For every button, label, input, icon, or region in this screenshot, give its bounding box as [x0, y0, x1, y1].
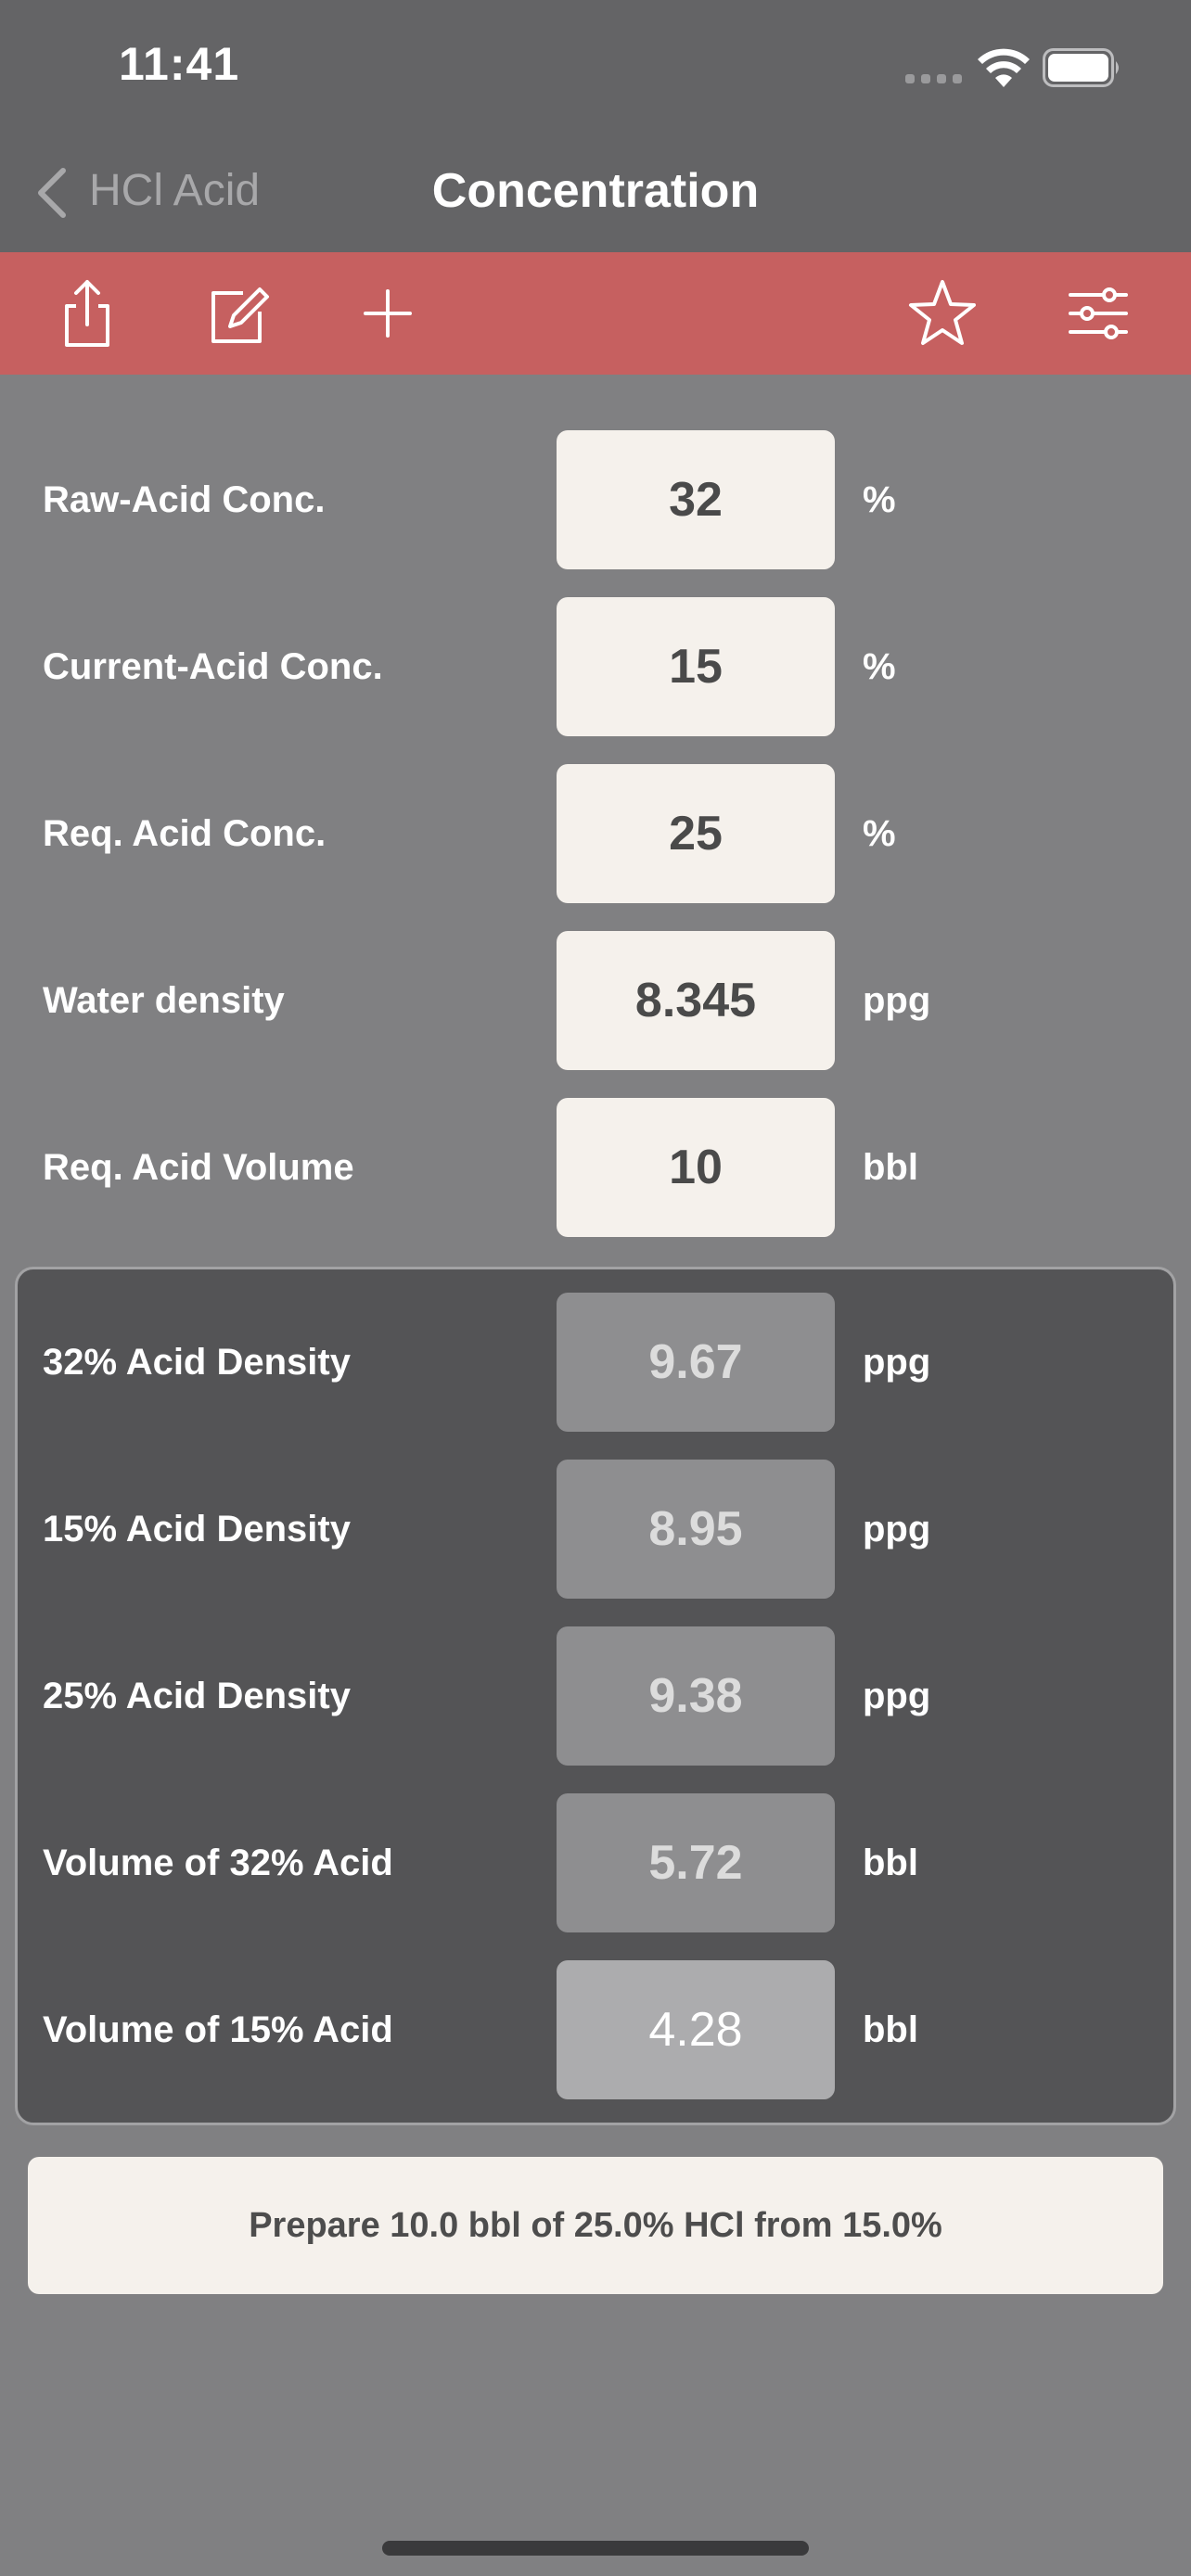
input-row-req-acid-conc [0, 764, 1191, 903]
raw-acid-conc-field[interactable]: 32 [557, 430, 835, 569]
unit-label: ppg [863, 1509, 931, 1549]
input-label: Water density [43, 980, 285, 1021]
input-label: Raw-Acid Conc. [43, 479, 326, 520]
result-label: 15% Acid Density [43, 1509, 351, 1549]
toolbar [0, 252, 1191, 375]
unit-label: bbl [863, 2009, 918, 2050]
input-label: Current-Acid Conc. [43, 646, 383, 687]
input-row-req-acid-volume [0, 1098, 1191, 1237]
cellular-signal-icon [905, 74, 963, 83]
result-label: 32% Acid Density [43, 1342, 351, 1383]
result-value: 5.72 [557, 1793, 835, 1932]
unit-label: % [863, 479, 896, 520]
back-button[interactable]: HCl Acid [89, 166, 261, 215]
share-icon[interactable] [46, 273, 128, 354]
result-label: Volume of 15% Acid [43, 2009, 393, 2050]
result-row-volume-32-acid [0, 1793, 1191, 1932]
result-row-25-acid-density [0, 1626, 1191, 1766]
result-row-15-acid-density [0, 1460, 1191, 1599]
input-row-current-acid-conc [0, 597, 1191, 736]
unit-label: ppg [863, 980, 931, 1021]
unit-label: ppg [863, 1342, 931, 1383]
wifi-icon [978, 46, 1030, 87]
result-value: 4.28 [557, 1960, 835, 2099]
result-value: 9.38 [557, 1626, 835, 1766]
back-chevron-icon[interactable] [33, 167, 70, 219]
req-acid-volume-field[interactable]: 10 [557, 1098, 835, 1237]
star-icon[interactable] [902, 273, 983, 354]
summary-text: Prepare 10.0 bbl of 25.0% HCl from 15.0% [28, 2157, 1163, 2294]
page-title: Concentration [431, 164, 760, 218]
input-row-water-density [0, 931, 1191, 1070]
unit-label: % [863, 813, 896, 854]
result-row-32-acid-density [0, 1293, 1191, 1432]
home-indicator[interactable] [382, 2541, 809, 2556]
unit-label: bbl [863, 1147, 918, 1188]
req-acid-conc-field[interactable]: 25 [557, 764, 835, 903]
status-time: 11:41 [119, 38, 240, 90]
unit-label: bbl [863, 1843, 918, 1883]
input-row-raw-acid-conc [0, 430, 1191, 569]
input-label: Req. Acid Volume [43, 1147, 354, 1188]
unit-label: % [863, 646, 896, 687]
unit-label: ppg [863, 1676, 931, 1716]
result-value: 8.95 [557, 1460, 835, 1599]
result-label: 25% Acid Density [43, 1676, 351, 1716]
sliders-icon[interactable] [1057, 273, 1139, 354]
edit-icon[interactable] [197, 273, 278, 354]
plus-icon[interactable] [347, 273, 429, 354]
battery-icon [1043, 48, 1122, 87]
result-value: 9.67 [557, 1293, 835, 1432]
current-acid-conc-field[interactable]: 15 [557, 597, 835, 736]
water-density-field[interactable]: 8.345 [557, 931, 835, 1070]
result-row-volume-15-acid [0, 1960, 1191, 2099]
result-label: Volume of 32% Acid [43, 1843, 393, 1883]
input-label: Req. Acid Conc. [43, 813, 327, 854]
top-bar [0, 0, 1191, 252]
